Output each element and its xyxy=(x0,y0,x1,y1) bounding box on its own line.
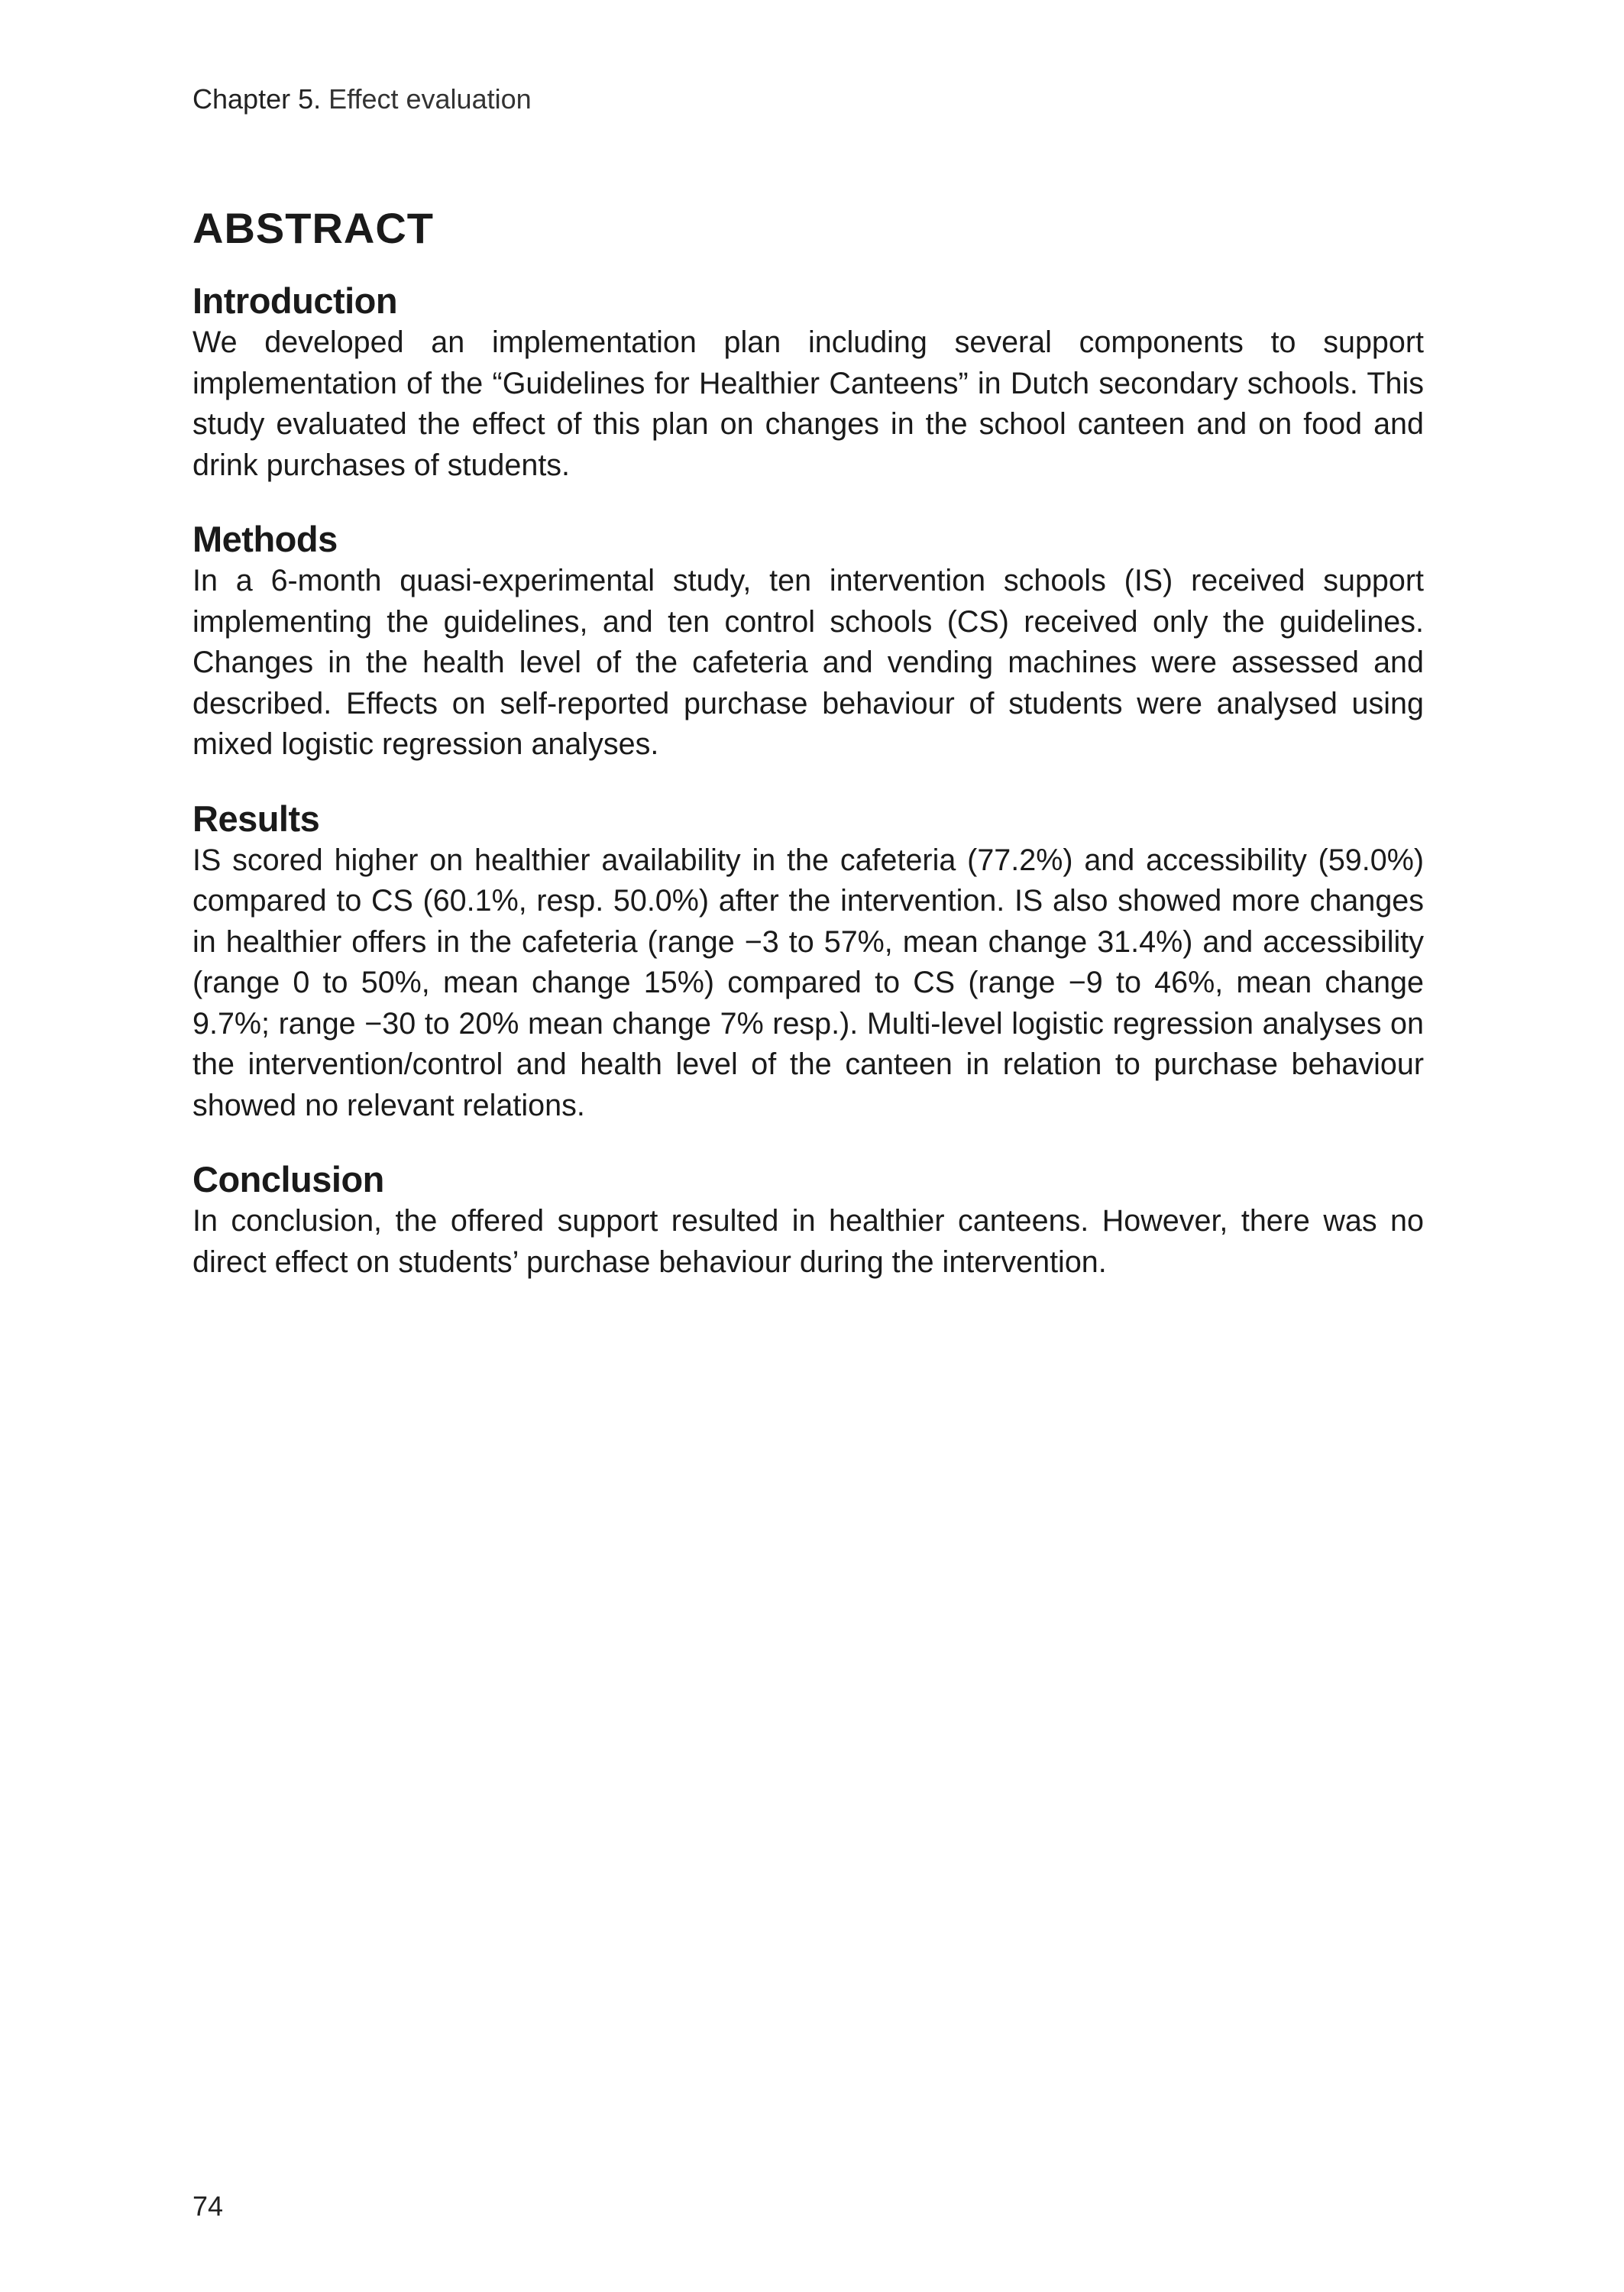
section-conclusion xyxy=(192,1157,1424,1283)
section-results xyxy=(192,796,1424,1127)
section-heading-results: Results xyxy=(192,798,320,839)
chapter-title: Effect evaluation xyxy=(328,83,532,115)
section-methods xyxy=(192,516,1424,766)
abstract-title: ABSTRACT xyxy=(192,204,434,252)
page-number: 74 xyxy=(192,2190,224,2222)
chapter-label: Chapter 5. xyxy=(192,83,322,115)
section-body-methods: In a 6-month quasi-experimental study, ten intervention schools (IS) received support implementing the guidelines, and ten control schools (CS) received only the guidelines. Changes in the health level of the cafeteria and vending machines were assessed and described. Effects on self-reported purchase behaviour of students were analysed using mixed logistic regression analyses. xyxy=(192,564,1424,761)
running-head xyxy=(192,83,532,116)
section-body-conclusion: In conclusion, the offered support resulted in healthier canteens. However, there was no direct effect on students’ purchase behaviour during the intervention. xyxy=(192,1204,1424,1279)
section-heading-methods: Methods xyxy=(192,519,338,559)
abstract-content xyxy=(192,200,1424,1313)
section-body-results: IS scored higher on healthier availability in the cafeteria (77.2%) and accessibility (59.0%) compared to CS (60.1%, resp. 50.0%) after the intervention. IS also showed more changes in healthier offers in the cafeteria (range −3 to 57%, mean change 31.4%) and accessibility (range 0 to 50%, mean change 15%) compared to CS (range −9 to 46%, mean change 9.7%; range −30 to 20% mean change 7% resp.). Multi-level logistic regression analyses on the intervention/control and health level of the canteen in relation to purchase behaviour showed no relevant relations. xyxy=(192,843,1424,1122)
section-body-introduction: We developed an implementation plan including several components to support implementation of the “Guidelines for Healthier Canteens” in Dutch secondary schools. This study evaluated the effect of this plan on changes in the school canteen and on food and drink purchases of students. xyxy=(192,325,1424,482)
section-heading-conclusion: Conclusion xyxy=(192,1159,384,1199)
section-introduction xyxy=(192,278,1424,486)
section-heading-introduction: Introduction xyxy=(192,280,398,321)
